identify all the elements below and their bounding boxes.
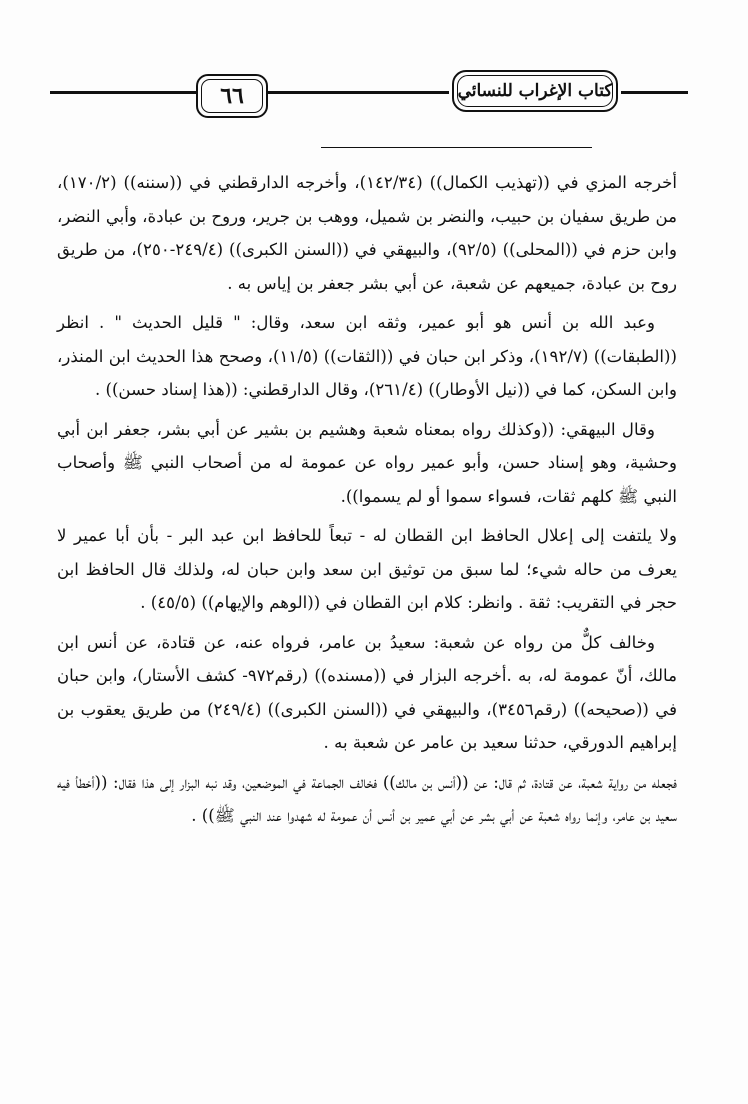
- book-title-box: [452, 70, 618, 112]
- footnote-separator: [321, 147, 592, 148]
- page-number-box: [196, 74, 268, 118]
- footnote-body: [57, 166, 677, 839]
- paragraph: أخرجه المزي في ((تهذيب الكمال)) (١٤٢/٣٤)، وأخرجه الدارقطني في ((سننه)) (١٧٠/٢)، من طريق سفيان بن حبيب، والنضر بن شميل، ووهب بن جرير، وروح بن عبادة، وأبي النضر، وابن حزم في ((المحلى)) (٩٢/٥)، والبيهقي في ((السنن الكبرى)) (٢٤٩/٤-٢٥٠)، من طريق روح بن عبادة، جميعهم عن شعبة، عن أبي بشر جعفر بن إياس به .: [56, 173, 677, 293]
- paragraph: فجعله من رواية شعبة، عن قتادة، ثم قال: عن ((أنس بن مالك)) فخالف الجماعة في الموضعين، وقد نبه البزار إلى هذا فقال: ((أخطأ فيه سعيد بن عامر، وإنما رواه شعبة عن أبي بشر عن أبي عمير بن أنس أن عمومة له شهدوا عند النبي ﷺ)) .: [57, 772, 677, 825]
- paragraph: وخالف كلٌّ من رواه عن شعبة: سعيدُ بن عامر، فرواه عنه، عن قتادة، عن أنس ابن مالك، أنّ عمومة له، به .أخرجه البزار في ((مسنده)) (رقم٩٧٢- كشف الأستار)، وابن حبان في ((صحيحه)) (رقم٣٤٥٦)، والبيهقي في ((السنن الكبرى)) (٢٤٩/٤) من طريق يعقوب بن إبراهيم الدورقي، حدثنا سعيد بن عامر عن شعبة به .: [57, 632, 677, 752]
- book-title: كتاب الإغراب للنسائي: [457, 81, 613, 101]
- page-header: [50, 60, 688, 124]
- paragraph: ولا يلتفت إلى إعلال الحافظ ابن القطان له - تبعاً للحافظ ابن عبد البر - بأن أبا عمير لا يعرف من حاله شيء؛ لما سبق من توثيق ابن سعد وابن حبان له، ولذلك قال الحافظ ابن حجر في التقريب: ثقة . وانظر: كلام ابن القطان في ((الوهم والإيهام)) (٤٥/٥) .: [57, 526, 677, 612]
- paragraph: وعبد الله بن أنس هو أبو عمير، وثقه ابن سعد، وقال: " قليل الحديث " . انظر ((الطبقات)) (١٩٢/٧)، وذكر ابن حبان في ((الثقات)) (١١/٥)، وصحح هذا الحديث ابن المنذر، وابن السكن، كما في ((نيل الأوطار)) (٢٦١/٤)، وقال الدارقطني: ((هذا إسناد حسن)) .: [57, 313, 677, 399]
- page-number: ٦٦: [220, 83, 244, 109]
- paragraph: وقال البيهقي: ((وكذلك رواه بمعناه شعبة وهشيم بن بشير عن أبي بشر، جعفر ابن أبي وحشية، وهو إسناد حسن، وأبو عمير رواه عن عمومة له من أصحاب النبي ﷺ وأصحاب النبي ﷺ كلهم ثقات، فسواء سموا أو لم يسموا)).: [57, 419, 677, 506]
